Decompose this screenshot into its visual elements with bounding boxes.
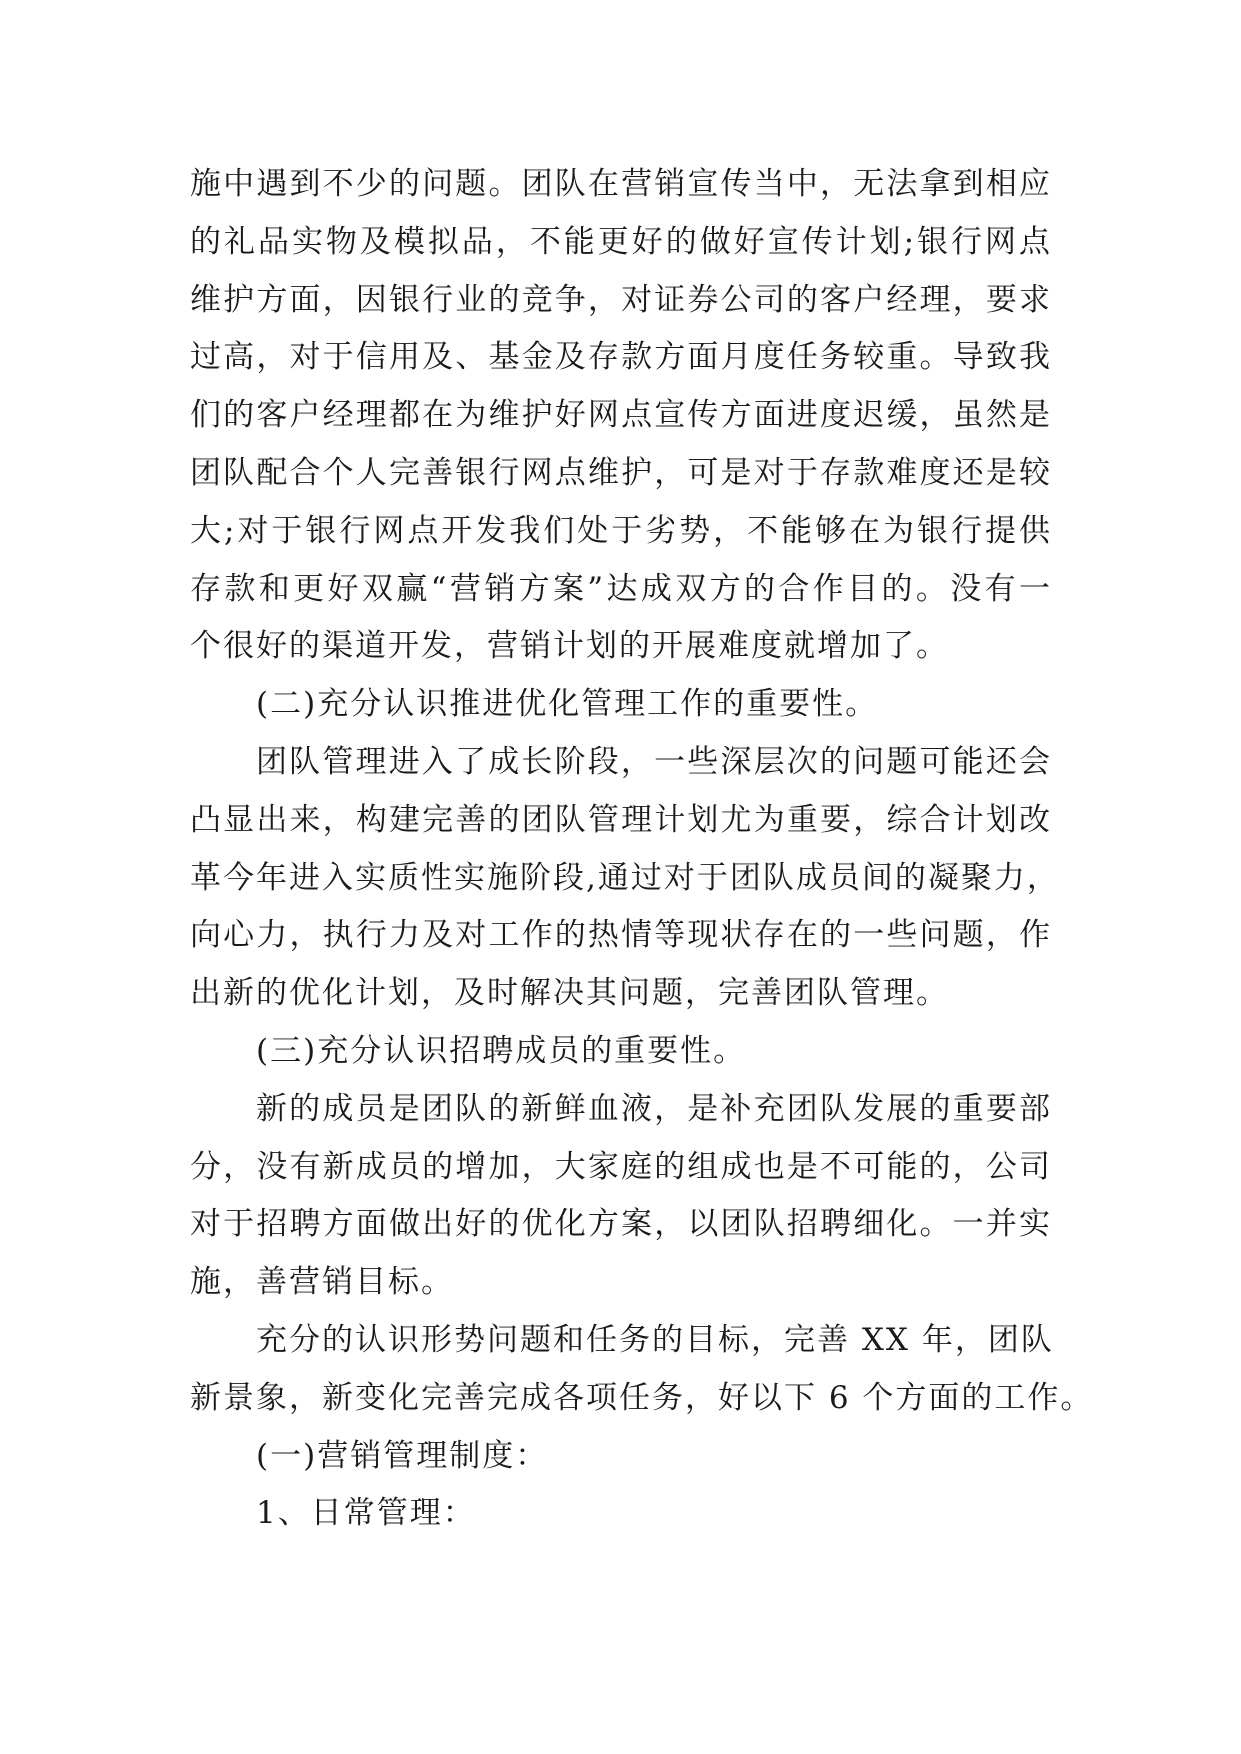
text-line: 团队管理进入了成长阶段，一些深层次的问题可能还会 — [256, 743, 1052, 780]
text-line: 新的成员是团队的新鲜血液，是补充团队发展的重要部 — [256, 1090, 1052, 1127]
text-line: (一)营销管理制度： — [256, 1437, 549, 1474]
text-line: 1、日常管理： — [256, 1495, 476, 1532]
text-line: 革今年进入实质性实施阶段,通过对于团队成员间的凝聚力， — [190, 859, 1060, 896]
text-line: 向心力，执行力及对工作的热情等现状存在的一些问题，作 — [190, 917, 1052, 954]
text-line: 团队配合个人完善银行网点维护，可是对于存款难度还是较 — [190, 454, 1052, 491]
text-line: 凸显出来，构建完善的团队管理计划尤为重要，综合计划改 — [190, 801, 1052, 838]
text-line: 施中遇到不少的问题。团队在营销宣传当中，无法拿到相应 — [190, 166, 1052, 202]
text-line: 充分的认识形势问题和任务的目标，完善 XX 年，团队 — [256, 1321, 1054, 1358]
text-line: (二)充分认识推进优化管理工作的重要性。 — [256, 686, 879, 723]
document-body-text — [190, 156, 1094, 1543]
text-line: 施，善营销目标。 — [190, 1264, 454, 1301]
text-line: 维护方面，因银行业的竞争，对证券公司的客户经理，要求 — [190, 281, 1052, 318]
text-line: 们的客户经理都在为维护好网点宣传方面进度迟缓，虽然是 — [190, 397, 1052, 434]
text-line: 个很好的渠道开发，营销计划的开展难度就增加了。 — [190, 628, 949, 665]
text-line: 对于招聘方面做出好的优化方案，以团队招聘细化。一并实 — [190, 1206, 1052, 1243]
text-line: 出新的优化计划，及时解决其问题，完善团队管理。 — [190, 975, 949, 1012]
text-line: 分，没有新成员的增加，大家庭的组成也是不可能的，公司 — [190, 1148, 1052, 1185]
text-line: 的礼品实物及模拟品，不能更好的做好宣传计划;银行网点 — [190, 223, 1052, 260]
text-line: 存款和更好双赢“营销方案”达成双方的合作目的。没有一 — [190, 570, 1052, 607]
text-line: (三)充分认识招聘成员的重要性。 — [256, 1032, 747, 1069]
text-line: 大;对于银行网点开发我们处于劣势，不能够在为银行提供 — [190, 512, 1052, 549]
text-line: 新景象，新变化完善完成各项任务，好以下 6 个方面的工作。 — [190, 1379, 1094, 1416]
text-line: 过高，对于信用及、基金及存款方面月度任务较重。导致我 — [190, 339, 1052, 376]
